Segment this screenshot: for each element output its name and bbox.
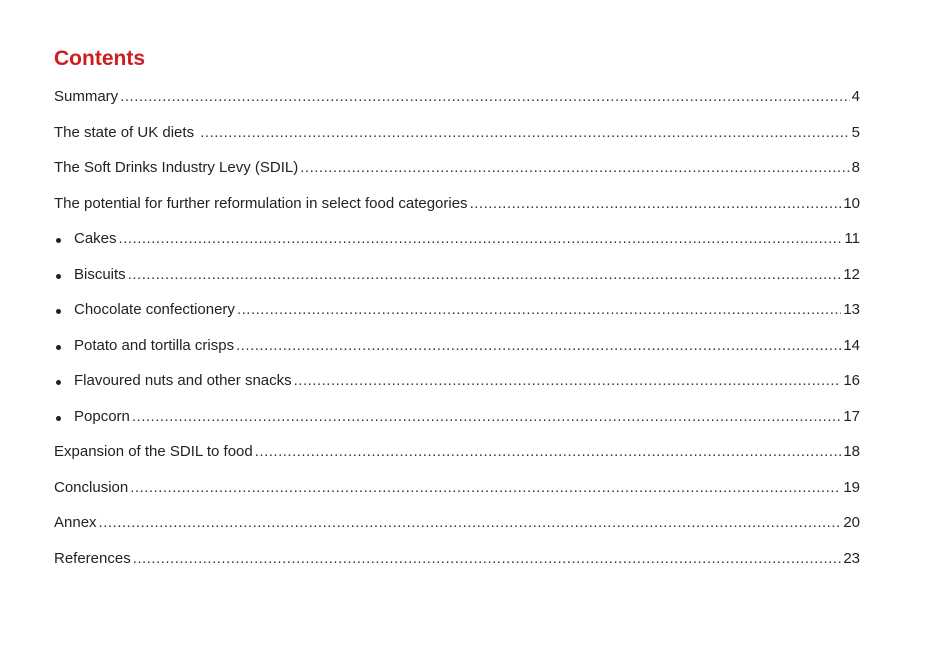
toc-entry-crisps[interactable] [54,320,860,356]
toc-entry-references[interactable] [54,533,860,569]
dot-leader [133,549,842,569]
toc-entry-expansion-sdil[interactable] [54,427,860,463]
toc-entry-label: Biscuits [74,265,126,283]
toc-entry-label: Cakes [74,230,117,247]
toc-entry-biscuits[interactable] [54,249,860,285]
toc-entry-page: 20 [843,514,860,531]
toc-entry-label: The potential for further reformulation in select food categories [54,194,468,212]
dot-leader [237,300,841,320]
toc-entry-page: 13 [843,301,860,318]
toc-entry-label: The Soft Drinks Industry Levy (SDIL) [54,159,299,176]
toc-entry-label: Conclusion [54,478,129,496]
dot-leader [236,336,841,356]
dot-leader [294,371,842,391]
toc-entry-state-of-uk-diets[interactable] [54,107,860,143]
toc-entry-page: 11 [844,230,860,247]
toc-entry-page: 19 [843,478,860,496]
toc-entry-page: 16 [843,372,860,389]
toc-entry-page: 17 [843,407,860,425]
dot-leader [130,478,841,498]
toc-entry-summary[interactable] [54,81,860,107]
dot-leader [132,407,841,427]
toc-entry-sdil[interactable] [54,143,860,179]
dot-leader [255,442,842,462]
toc-entry-page: 10 [843,194,860,212]
contents-title: Contents [54,47,145,70]
toc-entry-label: Summary [54,88,119,105]
toc-entry-label: The state of UK diets [54,123,199,141]
toc-entry-page: 5 [851,123,860,141]
toc-entry-label: Potato and tortilla crisps [74,336,235,354]
toc-entry-label: Expansion of the SDIL to food [54,443,253,460]
toc-entry-page: 8 [851,159,860,176]
contents-page [54,44,860,569]
toc-entry-label: Popcorn [74,407,130,425]
toc-entry-chocolate-confectionery[interactable] [54,285,860,321]
toc-entry-nuts-snacks[interactable] [54,356,860,392]
toc-entry-conclusion[interactable] [54,462,860,498]
dot-leader [119,229,843,249]
toc-entry-annex[interactable] [54,498,860,534]
toc-entry-page: 12 [843,265,860,283]
table-of-contents [54,81,860,569]
toc-entry-page: 23 [843,549,860,567]
toc-entry-label: References [54,549,131,567]
dot-leader [120,87,849,107]
dot-leader [128,265,842,285]
toc-entry-page: 4 [851,88,860,105]
dot-leader [200,123,849,143]
toc-entry-label: Chocolate confectionery [74,301,235,318]
toc-entry-popcorn[interactable] [54,391,860,427]
toc-entry-page: 14 [843,336,860,354]
toc-entry-label: Flavoured nuts and other snacks [74,372,292,389]
dot-leader [470,194,842,214]
toc-entry-cakes[interactable] [54,214,860,250]
toc-entry-label: Annex [54,514,97,531]
toc-entry-page: 18 [843,443,860,460]
dot-leader [300,158,849,178]
toc-entry-reformulation[interactable] [54,178,860,214]
dot-leader [99,513,842,533]
